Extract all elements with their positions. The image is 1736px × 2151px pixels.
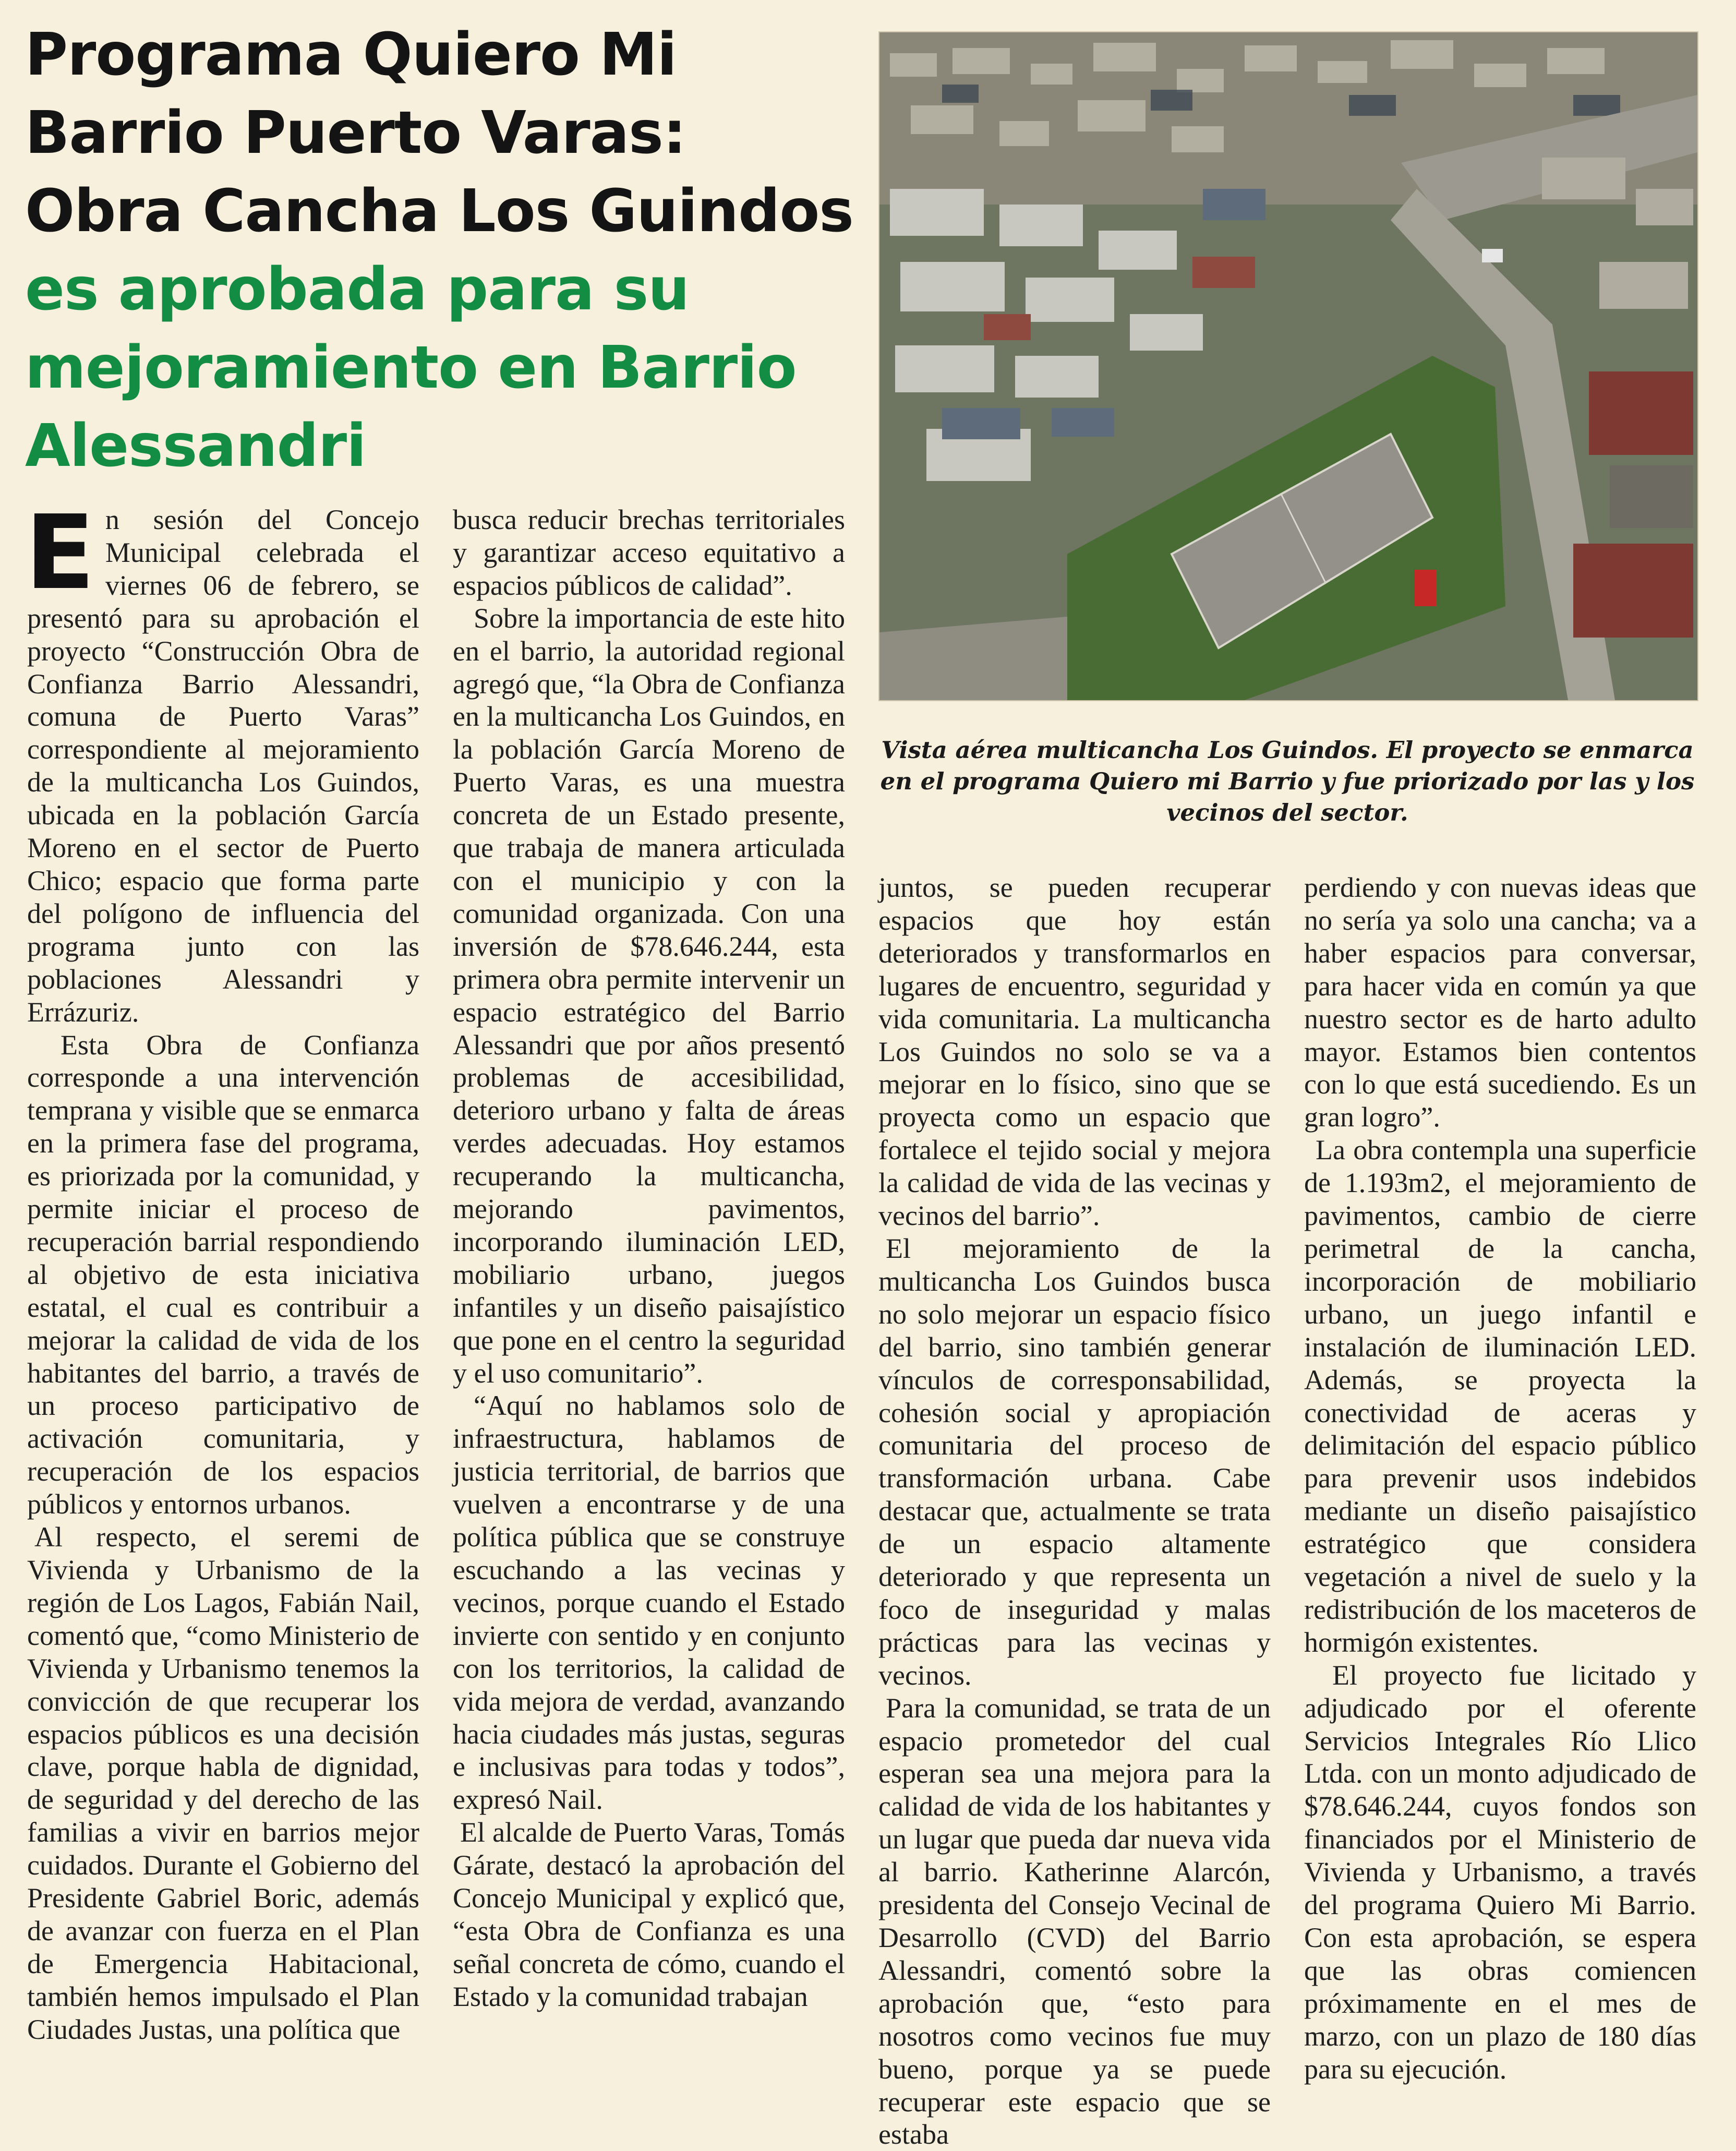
headline-black: Programa Quiero Mi Barrio Puerto Varas: Obra Cancha Los Guindos [25,21,853,245]
article-paragraph: “Aquí no hablamos solo de infraestructura, hablamos de justicia territorial, de barrios que vuelven a encontrarse y de una política pública que se construye escuchando a las vecinas y vecinos, porque cuando el Estado invierte con sentido y en conjunto con los territorios, la calidad de vida mejora de verdad, avanzando hacia ciudades más justas, seguras e inclusivas para todas y todos”, expresó Nail. [453,1390,845,1816]
article-column-2 [453,503,845,2013]
dropcap: E [25,494,95,612]
article-paragraph-continued: perdiendo y con nuevas ideas que no sería ya solo una cancha; va a haber espacios para conversar, para hacer vida en común ya que nuestro sector es de harto adulto mayor. Estamos bien contentos con lo que está sucediendo. Es un gran logro”. [1304,872,1696,1133]
article-paragraph: La obra contempla una superficie de 1.193m2, el mejoramiento de pavimentos, cambio de cierre perimetral de la cancha, incorporación de mobiliario urbano, un juego infantil e instalación de iluminación LED. Además, se proyecta la conectividad de aceras y delimitación del espacio público para prevenir usos indebidos mediante un diseño paisajístico estratégico que considera vegetación a nivel de suelo y la redistribución de los maceteros de hormigón existentes. [1304,1134,1696,1658]
article-column-4 [1304,871,1696,2086]
article-paragraph: En sesión del Concejo Municipal celebrada el viernes 06 de febrero, se presentó para su aprobación el proyecto “Construcción Obra de Confianza Barrio Alessandri, comuna de Puerto Varas” correspondiente al mejoramiento de la multicancha Los Guindos, ubicada en la población García Moreno en el sector de Puerto Chico; espacio que forma parte del polígono de influencia del programa junto con las poblaciones Alessandri y Errázuriz. [25,494,419,1028]
article-column-1 [25,494,419,2046]
article-paragraph: El proyecto fue licitado y adjudicado por el oferente Servicios Integrales Río Llico Ltda. con un monto adjudicado de $78.646.244, cuyos fondos son financiados por el Ministerio de Vivienda y Urbanismo, a través del programa Quiero Mi Barrio. Con esta aprobación, se espera que las obras comiencen próximamente en el mes de marzo, con un plazo de 180 días para su ejecución. [1304,1659,1696,2085]
photo-caption: Vista aérea multicancha Los Guindos. El proyecto se enmarca en el programa Quiero mi Barrio y fue priorizado por las y los vecinos del sector. [880,736,1695,826]
headline-green: es aprobada para su mejoramiento en Barrio Alessandri [25,256,797,480]
article-paragraph: El alcalde de Puerto Varas, Tomás Gárate, destacó la aprobación del Concejo Municipal y explicó que, “esta Obra de Confianza es una señal concreta de cómo, cuando el Estado y la comunidad trabajan [453,1817,845,2012]
article-paragraph: Al respecto, el seremi de Vivienda y Urbanismo de la región de Los Lagos, Fabián Nail, comentó que, “como Ministerio de Vivienda y Urbanismo tenemos la convicción de que recuperar los espacios públicos es una decisión clave, porque habla de dignidad, de seguridad y del derecho de las familias a vivir en barrios mejor cuidados. Durante el Gobierno del Presidente Gabriel Boric, además de avanzar con fuerza en el Plan de Emergencia Habitacional, también hemos impulsado el Plan Ciudades Justas, una política que [27,1521,419,2045]
article-paragraph: Para la comunidad, se trata de un espacio prometedor del cual esperan sea una mejora para la calidad de vida de los habitantes y un lugar que pueda dar nueva vida al barrio. Katherinne Alarcón, presidenta del Consejo Vecinal de Desarrollo (CVD) del Barrio Alessandri, comentó sobre la aprobación que, “esto para nosotros como vecinos fue muy bueno, porque ya se puede recuperar este espacio que se estaba [878,1692,1271,2150]
article-paragraph: Sobre la importancia de este hito en el barrio, la autoridad regional agregó que, “la Obra de Confianza en la multicancha Los Guindos, en la población García Moreno de Puerto Varas, es una muestra concreta de un Estado presente, que trabaja de manera articulada con el municipio y con la comunidad organizada. Con una inversión de $78.646.244, esta primera obra permite intervenir un espacio estratégico del Barrio Alessandri que por años presentó problemas de accesibilidad, deterioro urbano y falta de áreas verdes adecuadas. Hoy estamos recuperando la multicancha, mejorando pavimentos, incorporando iluminación LED, mobiliario urbano, juegos infantiles y un diseño paisajístico que pone en el centro la seguridad y el uso comunitario”. [453,602,845,1389]
article-column-3 [878,871,1271,2151]
aerial-photo [878,31,1698,701]
article-paragraph-continued: busca reducir brechas territoriales y garantizar acceso equitativo a espacios públicos de calidad”. [453,504,845,601]
article-paragraph: El mejoramiento de la multicancha Los Guindos busca no solo mejorar un espacio físico del barrio, sino también generar vínculos de corresponsabilidad, cohesión social y apropiación comunitaria del proceso de transformación urbana. Cabe destacar que, actualmente se trata de un espacio altamente deteriorado y que representa un foco de inseguridad y malas prácticas para las vecinas y vecinos. [878,1232,1271,1691]
article-paragraph-continued: juntos, se pueden recuperar espacios que hoy están deteriorados y transformarlos en lugares de encuentro, seguridad y vida comunitaria. La multicancha Los Guindos no solo se va a mejorar en lo físico, sino que se proyecta como un espacio que fortalece el tejido social y mejora la calidad de vida de las vecinas y vecinos del barrio”. [878,872,1271,1232]
headline [25,16,854,485]
aerial-photo-multicancha-icon [879,32,1697,700]
article-paragraph: Esta Obra de Confianza corresponde a una intervención temprana y visible que se enmarca en la primera fase del programa, es priorizada por la comunidad, y permite iniciar el proceso de recuperación barrial respondiendo al objetivo de esta iniciativa estatal, el cual es contribuir a mejorar la calidad de vida de los habitantes del barrio, a través de un proceso participativo de activación comunitaria, y recuperación de los espacios públicos y entornos urbanos. [27,1029,419,1520]
